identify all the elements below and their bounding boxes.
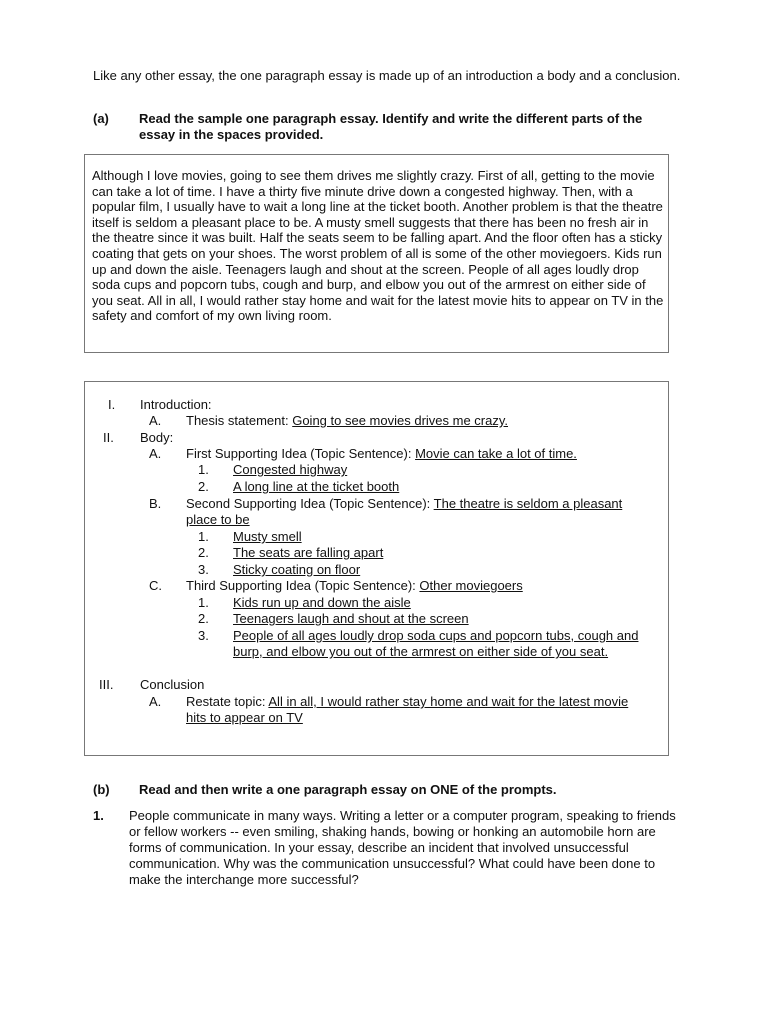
detail-number: 1. xyxy=(198,529,209,544)
section-b-instruction: Read and then write a one paragraph essay on ONE of the prompts. xyxy=(139,782,557,797)
restate-label: Restate topic: xyxy=(186,694,269,709)
third-supporting-idea-row xyxy=(186,578,523,594)
detail-number: 3. xyxy=(198,562,209,577)
thesis-label: Thesis statement: xyxy=(186,413,293,428)
outline-body-label: Body: xyxy=(140,430,174,445)
outline-numeral-intro: I. xyxy=(108,397,116,412)
section-a-instruction: Read the sample one paragraph essay. Identify and write the different parts of the essay in the spaces provided. xyxy=(139,111,643,142)
detail-number: 2. xyxy=(198,479,209,494)
detail-number: 3. xyxy=(198,628,209,643)
sample-essay-text: Although I love movies, going to see them drives me slightly crazy. First of all, getting to the movie can take a lot of time. I have a thirty five minute drive down a congested highway. Then, with a popular film, I usually have to wait a long line at the ticket booth. Another problem is that the theatre itself is seldom a pleasant place to be. A musty smell suggests that there has been no fresh air in the theatre since it was built. Half the seats seem to be falling apart. And the floor often has a sticky coating that gets on your shoes. The worst problem of all is some of the other moviegoers. Kids run up and down the aisle. Teenagers laugh and shout at the screen. People of all ages loudly drop soda cups and popcorn tubs, cough and burp, and elbow you out of the armrest on either side of you seat. All in all, I would rather stay home and wait for the latest movie hits to appear on TV in the safety and comfort of my own living room. xyxy=(92,168,664,324)
detail-number: 1. xyxy=(198,595,209,610)
outline-letter-second: B. xyxy=(149,496,162,511)
outline-letter-third: C. xyxy=(149,578,162,593)
section-b-label: (b) xyxy=(93,782,110,797)
outline-letter-first: A. xyxy=(149,446,162,461)
detail-text: Teenagers laugh and shout at the screen xyxy=(233,611,469,626)
essay-outline-box xyxy=(84,381,669,756)
first-idea-label: First Supporting Idea (Topic Sentence): xyxy=(186,446,416,461)
restate-answer: All in all, I would rather stay home and wait for the latest movie hits to appear on TV xyxy=(186,694,629,725)
prompt-text: People communicate in many ways. Writing a letter or a computer program, speaking to friends or fellow workers -- even smiling, shaking hands, bowing or honking an automobile horn are forms of communication. In your essay, describe an incident that involved unsuccessful communication. Why was the communication unsuccessful? What could have been done to make the interchange more successful? xyxy=(129,808,676,887)
second-idea-label: Second Supporting Idea (Topic Sentence): xyxy=(186,496,434,511)
sample-essay-box xyxy=(84,154,669,353)
outline-letter-restate: A. xyxy=(149,694,162,709)
detail-text: Congested highway xyxy=(233,462,348,477)
outline-intro-label: Introduction: xyxy=(140,397,212,412)
first-idea-answer: Movie can take a lot of time. xyxy=(415,446,577,461)
detail-text: Sticky coating on floor xyxy=(233,562,361,577)
detail-text: People of all ages loudly drop soda cups and popcorn tubs, cough and burp, and elbow you out of the armrest on either side of you seat. xyxy=(233,628,639,659)
outline-numeral-body: II. xyxy=(103,430,114,445)
third-idea-label: Third Supporting Idea (Topic Sentence): xyxy=(186,578,420,593)
detail-text: Kids run up and down the aisle xyxy=(233,595,411,610)
prompt-number: 1. xyxy=(93,808,104,823)
outline-letter-thesis: A. xyxy=(149,413,162,428)
detail-number: 1. xyxy=(198,462,209,477)
second-idea-answer: The theatre is seldom a pleasant place to be xyxy=(186,496,623,527)
outline-numeral-conclusion: III. xyxy=(99,677,114,692)
detail-text: Musty smell xyxy=(233,529,302,544)
detail-number: 2. xyxy=(198,545,209,560)
detail-number: 2. xyxy=(198,611,209,626)
detail-text: The seats are falling apart xyxy=(233,545,384,560)
outline-conclusion-label: Conclusion xyxy=(140,677,205,692)
detail-text: A long line at the ticket booth xyxy=(233,479,400,494)
thesis-answer: Going to see movies drives me crazy. xyxy=(292,413,509,428)
restate-topic-row xyxy=(186,694,636,726)
second-supporting-idea-row xyxy=(186,496,626,528)
section-a-label: (a) xyxy=(93,111,109,126)
outline-thesis-row xyxy=(186,413,508,429)
intro-paragraph: Like any other essay, the one paragraph essay is made up of an introduction a body and a conclusion. xyxy=(93,68,681,83)
third-idea-answer: Other moviegoers xyxy=(419,578,523,593)
first-supporting-idea-row xyxy=(186,446,577,462)
